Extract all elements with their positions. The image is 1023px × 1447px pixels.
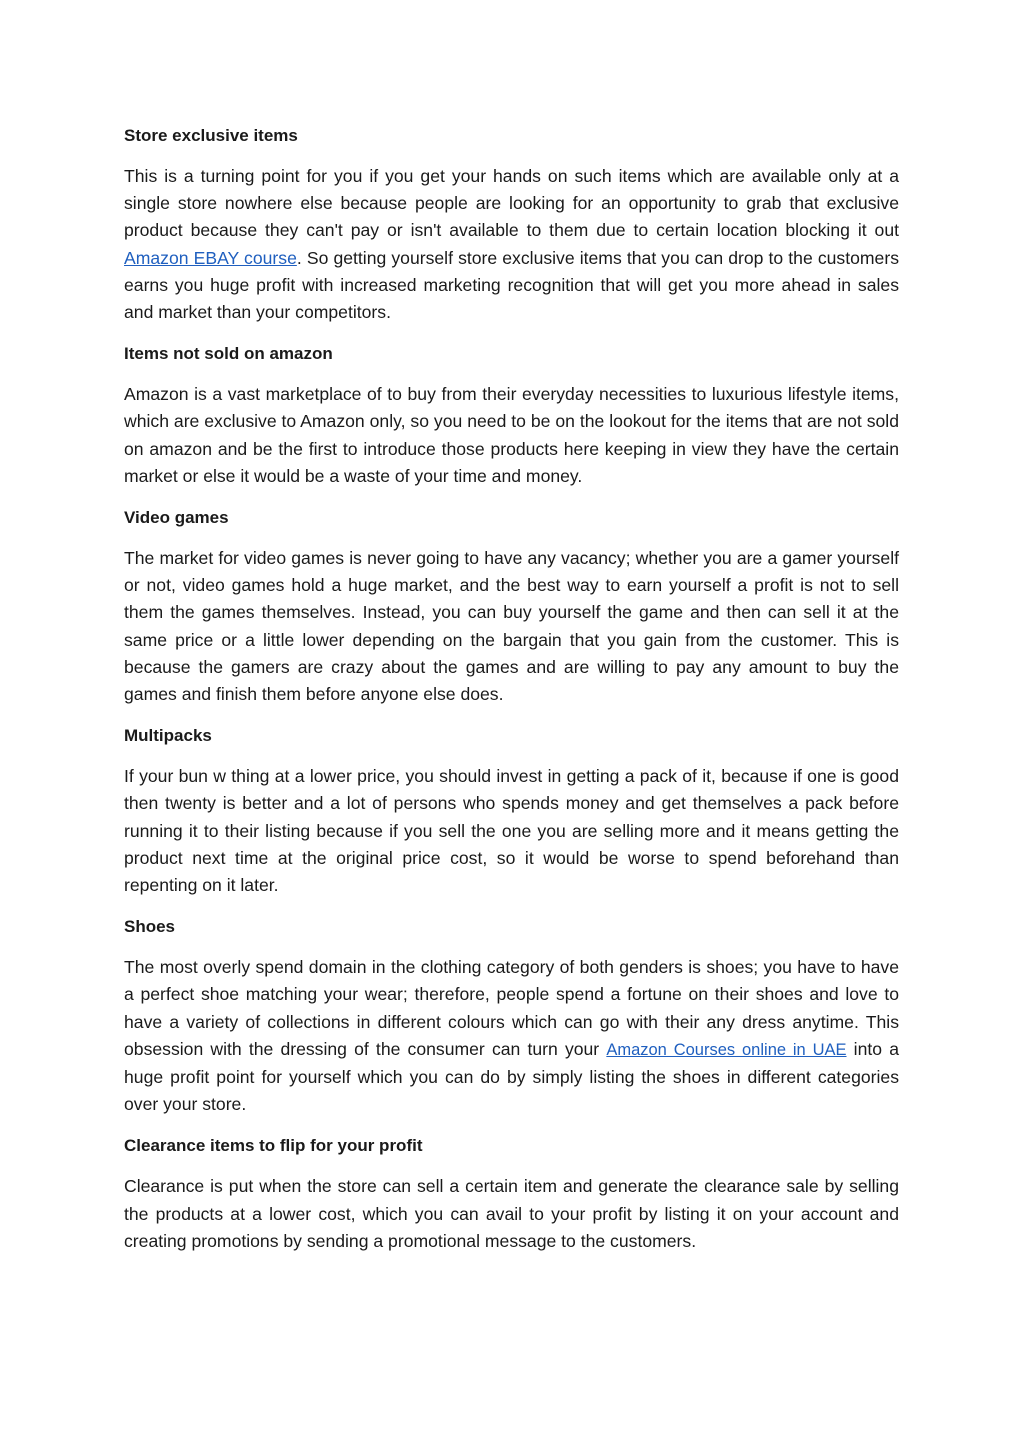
section-paragraph: If your bun w thing at a lower price, you should invest in getting a pack of it, because if one is good then twenty is better and a lot of persons who spends money and get themselves a pack before running it to their listing because if you sell the one you are selling more and it means getting the product next time at the original price cost, so it would be worse to spend beforehand than repenting on it later. [124,766,899,896]
section-heading: Video games [124,508,229,528]
section-paragraph [124,954,899,1118]
amazon-ebay-course-link[interactable]: Amazon EBAY course [124,247,297,268]
document-page [124,122,899,1269]
paragraph-text: . So getting yourself store exclusive items that you can drop to the customers earns you huge profit with increased marketing recognition that will get you more ahead in sales and market than your competitors. [124,247,899,323]
section-paragraph: Amazon is a vast marketplace of to buy from their everyday necessities to luxurious lifestyle items, which are exclusive to Amazon only, so you need to be on the lookout for the items that are not sold on amazon and be the first to introduce those products here keeping in view they have the certain market or else it would be a waste of your time and money. [124,384,899,486]
amazon-courses-uae-link[interactable]: Amazon Courses online in UAE [606,1040,847,1059]
section-heading: Clearance items to flip for your profit [124,1136,423,1156]
section-heading: Items not sold on amazon [124,344,333,364]
section-paragraph: The market for video games is never going to have any vacancy; whether you are a gamer yourself or not, video games hold a huge market, and the best way to earn yourself a profit is not to sell them the games themselves. Instead, you can buy yourself the game and then can sell it at the same price or a little lower depending on the bargain that you gain from the customer. This is because the gamers are crazy about the games and are willing to pay any amount to buy the games and finish them before anyone else does. [124,548,899,705]
paragraph-text: into a huge profit point for yourself which you can do by simply listing the shoes in different categories over your store. [124,1038,899,1115]
section-heading: Shoes [124,917,176,937]
section-paragraph: Clearance is put when the store can sell a certain item and generate the clearance sale by selling the products at a lower cost, which you can avail to your profit by listing it on your account and creating promotions by sending a promotional message to the customers. [124,1176,899,1251]
section-heading: Store exclusive items [124,126,298,145]
section-paragraph [124,163,899,326]
paragraph-text: This is a turning point for you if you get your hands on such items which are available only at a single store nowhere else because people are looking for an opportunity to grab that exclusive product because they can't pay or isn't available to them due to certain location blocking it out [124,166,899,241]
paragraph-text: The most overly spend domain in the clothing category of both genders is shoes; you have to have a perfect shoe matching your wear; therefore, people spend a fortune on their shoes and love to have a variety of collections in different colours which can go with their any dress anytime. This obsession with the dressing of the consumer can turn your [124,957,899,1059]
section-heading: Multipacks [124,726,212,746]
